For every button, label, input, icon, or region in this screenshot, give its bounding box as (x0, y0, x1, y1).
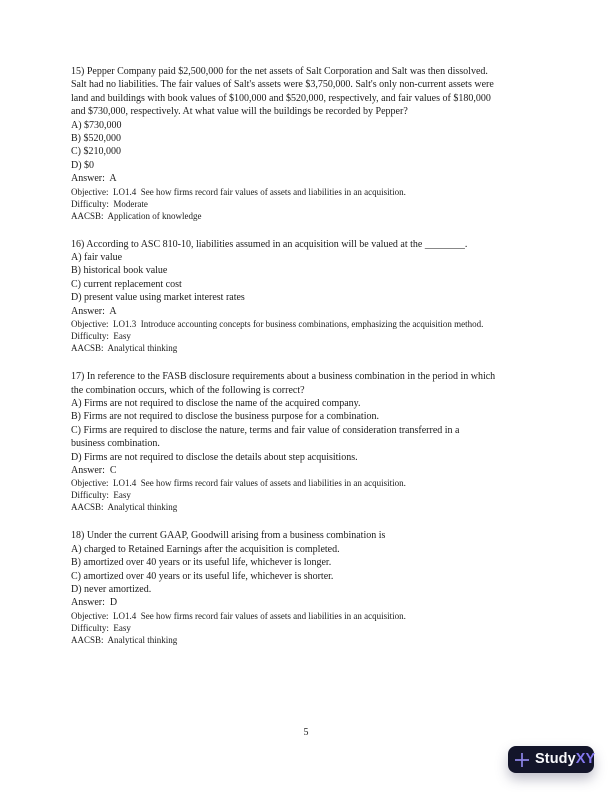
question-15 (71, 65, 549, 222)
answer-line: Answer: C (71, 464, 117, 476)
question-stem-line: 17) In reference to the FASB disclosure requirements about a business combination in the period in which (71, 371, 496, 383)
questions-area (71, 65, 549, 662)
option-line: D) present value using market interest rates (71, 292, 245, 304)
option-line: C) $210,000 (71, 146, 121, 158)
brand-name (535, 752, 595, 767)
difficulty-line: Difficulty: Easy (71, 622, 131, 633)
answer-line: Answer: A (71, 305, 117, 317)
option-line: B) Firms are not required to disclose the business purpose for a combination. (71, 411, 379, 423)
option-line: A) charged to Retained Earnings after the acquisition is completed. (71, 543, 340, 555)
question-18 (71, 529, 549, 645)
option-line: C) amortized over 40 years or its useful life, whichever is shorter. (71, 570, 334, 582)
plus-icon (514, 752, 530, 768)
option-line: B) $520,000 (71, 133, 121, 145)
option-line: A) $730,000 (71, 119, 122, 131)
answer-line: Answer: D (71, 597, 118, 609)
question-stem-line: land and buildings with book values of $100,000 and $520,000, respectively, and fair values of $180,000 (71, 92, 491, 104)
objective-line: Objective: LO1.4 See how firms record fair values of assets and liabilities in an acquisition. (71, 478, 406, 489)
objective-line: Objective: LO1.3 Introduce accounting concepts for business combinations, emphasizing the acquisition method. (71, 319, 484, 330)
difficulty-line: Difficulty: Moderate (71, 198, 148, 209)
difficulty-line: Difficulty: Easy (71, 331, 131, 342)
question-17 (71, 370, 549, 513)
option-line: D) never amortized. (71, 583, 152, 595)
brand-name-primary: Study (535, 751, 576, 768)
option-line: C) Firms are required to disclose the nature, terms and fair value of consideration transferred in a (71, 424, 460, 436)
option-line: A) fair value (71, 252, 123, 264)
aacsb-line: AACSB: Analytical thinking (71, 343, 178, 354)
question-16 (71, 238, 549, 354)
studyxy-logo (508, 746, 594, 773)
question-stem-line: the combination occurs, which of the following is correct? (71, 384, 305, 396)
question-stem-line: 15) Pepper Company paid $2,500,000 for the net assets of Salt Corporation and Salt was then dissolved. (71, 66, 488, 77)
difficulty-line: Difficulty: Easy (71, 490, 131, 501)
option-line: B) historical book value (71, 265, 168, 277)
question-stem-line: 18) Under the current GAAP, Goodwill arising from a business combination is (71, 530, 386, 542)
aacsb-line: AACSB: Application of knowledge (71, 210, 202, 221)
option-line: business combination. (71, 438, 160, 450)
option-line: C) current replacement cost (71, 278, 182, 290)
question-stem-line: Salt had no liabilities. The fair values of Salt's assets were $3,750,000. Salt's only non-current assets were (71, 79, 494, 91)
aacsb-line: AACSB: Analytical thinking (71, 634, 178, 645)
objective-line: Objective: LO1.4 See how firms record fair values of assets and liabilities in an acquisition. (71, 610, 406, 621)
brand-name-accent: XY (575, 751, 596, 768)
page-number: 5 (303, 727, 309, 738)
aacsb-line: AACSB: Analytical thinking (71, 502, 178, 513)
question-stem-line: 16) According to ASC 810-10, liabilities assumed in an acquisition will be valued at the ________. (71, 238, 468, 250)
option-line: D) Firms are not required to disclose the details about step acquisitions. (71, 451, 358, 463)
objective-line: Objective: LO1.4 See how firms record fair values of assets and liabilities in an acquisition. (71, 186, 406, 197)
option-line: A) Firms are not required to disclose the name of the acquired company. (71, 397, 361, 409)
option-line: D) $0 (71, 159, 95, 171)
option-line: B) amortized over 40 years or its useful life, whichever is longer. (71, 557, 332, 569)
question-stem-line: and $730,000, respectively. At what value will the buildings be recorded by Pepper? (71, 106, 408, 118)
answer-line: Answer: A (71, 173, 117, 185)
